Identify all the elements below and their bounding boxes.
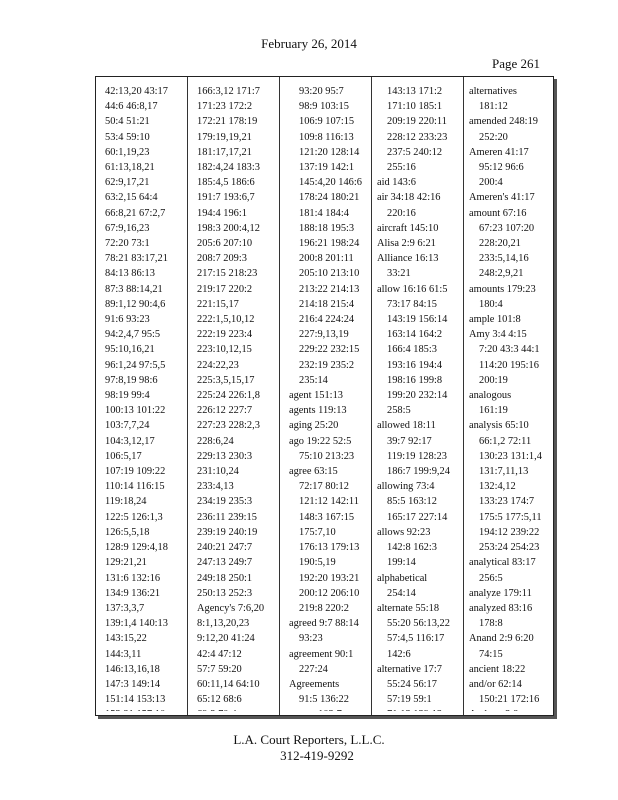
page-number: Page 261 bbox=[491, 56, 540, 71]
index-entry-line: 146:13,16,18 bbox=[105, 663, 160, 675]
index-entry-line: 97:8,19 98:6 bbox=[105, 374, 158, 386]
column-divider bbox=[371, 77, 372, 715]
index-entry-line: 65:12 68:6 bbox=[197, 694, 242, 706]
index-entry-line: 256:5 bbox=[479, 572, 503, 584]
index-entry-line: 227:24 bbox=[299, 663, 328, 675]
index-entry-line: 181:12 bbox=[479, 101, 508, 113]
index-entry-line: 7:20 43:3 44:1 bbox=[479, 344, 540, 356]
index-entry-line: aircraft 145:10 bbox=[377, 222, 439, 234]
index-entry-line: 216:4 224:24 bbox=[299, 314, 355, 326]
index-entry-line: agents 119:13 bbox=[289, 405, 347, 417]
index-entry-line: 192:20 193:21 bbox=[299, 572, 360, 584]
index-entry-line: Agency's 7:6,20 bbox=[197, 602, 265, 614]
index-entry-line: 119:19 128:23 bbox=[387, 450, 447, 462]
index-entry-line: 220:16 bbox=[387, 207, 416, 219]
index-entry-line: 209:19 220:11 bbox=[387, 116, 447, 128]
index-entry-line: 62:9,17,21 bbox=[105, 177, 150, 189]
index-entry-line: 60:1,19,23 bbox=[105, 146, 150, 158]
column-divider bbox=[279, 77, 280, 715]
index-entry-line: 225:3,5,15,17 bbox=[197, 374, 255, 386]
index-entry-line: 161:19 bbox=[479, 405, 508, 417]
index-entry-line: 67:9,16,23 bbox=[105, 222, 150, 234]
index-entry-line: 103:7,7,24 bbox=[105, 420, 150, 432]
index-entry-line: 148:3 167:15 bbox=[299, 511, 355, 523]
index-entry-line: Alisa 2:9 6:21 bbox=[377, 238, 436, 250]
index-entry-line: 122:5 126:1,3 bbox=[105, 511, 163, 523]
index-entry-line: 240:21 247:7 bbox=[197, 542, 253, 554]
index-entry-line: 235:14 bbox=[299, 374, 328, 386]
index-entry-line: 228:20,21 bbox=[479, 238, 521, 250]
index-entry-line: 228:6,24 bbox=[197, 435, 234, 447]
index-entry-line: 208:7 209:3 bbox=[197, 253, 247, 265]
index-entry-line: allowing 73:4 bbox=[377, 481, 435, 493]
index-entry-line: 61:13,18,21 bbox=[105, 162, 155, 174]
index-entry-line: agree 63:15 bbox=[289, 466, 338, 478]
index-entry-line: ample 101:8 bbox=[469, 314, 521, 326]
index-entry-line: 171:23 172:2 bbox=[197, 101, 253, 113]
index-entry-line: 8:1,13,20,23 bbox=[197, 618, 250, 630]
index-entry-line: 150:21 172:16 bbox=[479, 694, 540, 706]
index-entry-line: 190:5,19 bbox=[299, 557, 336, 569]
index-entry-line: 73:17 84:15 bbox=[387, 298, 437, 310]
index-entry-line: 233:4,13 bbox=[197, 481, 234, 493]
index-entry-line: 87:3 88:14,21 bbox=[105, 283, 163, 295]
index-entry-line: 130:23 131:1,4 bbox=[479, 450, 542, 462]
index-entry-line: 175:7,10 bbox=[299, 526, 336, 538]
index-entry-line: Agreements bbox=[289, 678, 340, 690]
index-column-5 bbox=[469, 84, 553, 711]
index-entry-line: 55:20 56:13,22 bbox=[387, 618, 450, 630]
index-entry-line: 198:3 200:4,12 bbox=[197, 222, 260, 234]
index-entry-line: 74:15 bbox=[479, 648, 503, 660]
index-entry-line: 165:17 227:14 bbox=[387, 511, 448, 523]
index-entry-line: 200:19 bbox=[479, 374, 508, 386]
index-entry-line: 78:21 83:17,21 bbox=[105, 253, 168, 265]
index-entry-line: 67:23 107:20 bbox=[479, 222, 535, 234]
index-entry-line: 191:7 193:6,7 bbox=[197, 192, 255, 204]
index-entry-line: 131:6 132:16 bbox=[105, 572, 161, 584]
index-entry-line: 200:4 bbox=[479, 177, 503, 189]
index-entry-line: 233:5,14,16 bbox=[479, 253, 529, 265]
index-entry-line: alternate 55:18 bbox=[377, 602, 440, 614]
index-entry-line: 143:19 156:14 bbox=[387, 314, 448, 326]
index-entry-line: 224:22,23 bbox=[197, 359, 239, 371]
index-entry-line: 198:16 199:8 bbox=[387, 374, 443, 386]
index-entry-line: 186:7 199:9,24 bbox=[387, 466, 450, 478]
index-entry-line: 225:24 226:1,8 bbox=[197, 390, 260, 402]
index-entry-line: amounts 179:23 bbox=[469, 283, 536, 295]
index-entry-line: 129:21,21 bbox=[105, 557, 147, 569]
index-entry-line: 185:4,5 186:6 bbox=[197, 177, 255, 189]
index-entry-line: Anand 2:9 6:20 bbox=[469, 633, 534, 645]
footer-phone: 312-419-9292 bbox=[280, 748, 354, 763]
index-entry-line: 121:12 142:11 bbox=[299, 496, 359, 508]
index-entry-line: amount 67:16 bbox=[469, 207, 527, 219]
index-entry-line: 33:21 bbox=[387, 268, 411, 280]
index-entry-line: 163:14 164:2 bbox=[387, 329, 443, 341]
index-entry-line: 253:24 254:23 bbox=[479, 542, 540, 554]
index-entry-line: analyze 179:11 bbox=[469, 587, 532, 599]
index-entry-line: 98:19 99:4 bbox=[105, 390, 150, 402]
index-entry-line: 75:10 213:23 bbox=[299, 450, 355, 462]
index-entry-line: aging 25:20 bbox=[289, 420, 339, 432]
index-entry-line: 194:12 239:22 bbox=[479, 526, 540, 538]
index-entry-line: 66:1,2 72:11 bbox=[479, 435, 532, 447]
index-entry-line: 182:4,24 183:3 bbox=[197, 162, 260, 174]
index-entry-line: 107:19 109:22 bbox=[105, 466, 166, 478]
index-entry-line: allowed 18:11 bbox=[377, 420, 436, 432]
index-entry-line: 222:19 223:4 bbox=[197, 329, 253, 341]
index-entry-line: 128:9 129:4,18 bbox=[105, 542, 168, 554]
index-entry-line: 221:15,17 bbox=[197, 298, 239, 310]
index-entry-line: ancient 18:22 bbox=[469, 663, 526, 675]
index-entry-line: 222:1,5,10,12 bbox=[197, 314, 255, 326]
index-entry-line bbox=[377, 707, 462, 711]
index-entry-line bbox=[469, 707, 553, 711]
index-entry-line: allows 92:23 bbox=[377, 526, 431, 538]
index-entry-line: 66:8,21 67:2,7 bbox=[105, 207, 166, 219]
index-column-1 bbox=[105, 84, 185, 711]
index-entry-line: 223:10,12,15 bbox=[197, 344, 252, 356]
index-entry-line: 133:23 174:7 bbox=[479, 496, 535, 508]
index-entry-line: air 34:18 42:16 bbox=[377, 192, 441, 204]
index-entry-line: 213:22 214:13 bbox=[299, 283, 360, 295]
index-entry-line: 119:18,24 bbox=[105, 496, 147, 508]
index-entry-line: 172:21 178:19 bbox=[197, 116, 258, 128]
index-entry-line: 57:7 59:20 bbox=[197, 663, 242, 675]
index-entry-line: 227:23 228:2,3 bbox=[197, 420, 260, 432]
index-entry-line: analogous bbox=[469, 390, 512, 402]
index-entry-line: analytical 83:17 bbox=[469, 557, 536, 569]
index-entry-line: 248:2,9,21 bbox=[479, 268, 524, 280]
index-entry-line: 139:1,4 140:13 bbox=[105, 618, 168, 630]
index-entry-line: 44:6 46:8,17 bbox=[105, 101, 158, 113]
index-entry-line: aid 143:6 bbox=[377, 177, 416, 189]
index-entry-line: 178:24 180:21 bbox=[299, 192, 360, 204]
index-entry-line: 42:13,20 43:17 bbox=[105, 86, 168, 97]
index-entry-line: 114:20 195:16 bbox=[479, 359, 539, 371]
index-entry-line: 226:12 227:7 bbox=[197, 405, 253, 417]
index-entry-line: analysis 65:10 bbox=[469, 420, 529, 432]
index-entry-line: 84:13 86:13 bbox=[105, 268, 155, 280]
index-entry-line: 194:4 196:1 bbox=[197, 207, 247, 219]
index-entry-line: 239:19 240:19 bbox=[197, 526, 258, 538]
index-table bbox=[95, 76, 554, 716]
index-entry-line: agreed 9:7 88:14 bbox=[289, 618, 359, 630]
index-entry-line: 171:10 185:1 bbox=[387, 101, 443, 113]
index-entry-line: alternatives bbox=[469, 86, 517, 97]
index-entry-line bbox=[289, 707, 369, 711]
index-entry-line: 109:8 116:13 bbox=[299, 131, 354, 143]
index-entry-line: 176:13 179:13 bbox=[299, 542, 360, 554]
index-entry-line: 166:4 185:3 bbox=[387, 344, 437, 356]
index-entry-line: 93:20 95:7 bbox=[299, 86, 344, 97]
index-entry-line: 196:21 198:24 bbox=[299, 238, 360, 250]
index-entry-line: 91:6 93:23 bbox=[105, 314, 150, 326]
index-entry-line: 180:4 bbox=[479, 298, 503, 310]
index-entry-line: Ameren 41:17 bbox=[469, 146, 529, 158]
index-entry-line: 126:5,5,18 bbox=[105, 526, 150, 538]
index-entry-line: 132:4,12 bbox=[479, 481, 516, 493]
index-entry-line: 205:10 213:10 bbox=[299, 268, 360, 280]
index-entry-line: 72:20 73:1 bbox=[105, 238, 150, 250]
index-entry-line: 166:3,12 171:7 bbox=[197, 86, 260, 97]
index-entry-line: 93:23 bbox=[299, 633, 323, 645]
index-entry-line: 142:6 bbox=[387, 648, 411, 660]
index-entry-line: 231:10,24 bbox=[197, 466, 239, 478]
index-entry-line bbox=[105, 707, 185, 711]
index-entry-line: 63:2,15 64:4 bbox=[105, 192, 158, 204]
index-entry-line: 95:10,16,21 bbox=[105, 344, 155, 356]
index-entry-line: 100:13 101:22 bbox=[105, 405, 166, 417]
transcript-date: February 26, 2014 bbox=[261, 36, 357, 51]
index-entry-line: 9:12,20 41:24 bbox=[197, 633, 255, 645]
index-entry-line: 229:22 232:15 bbox=[299, 344, 360, 356]
index-entry-line: 199:14 bbox=[387, 557, 416, 569]
index-column-4 bbox=[377, 84, 462, 711]
index-entry-line: 85:5 163:12 bbox=[387, 496, 437, 508]
index-entry-line: 57:4,5 116:17 bbox=[387, 633, 445, 645]
index-entry-line: Ameren's 41:17 bbox=[469, 192, 535, 204]
index-entry-line: 72:17 80:12 bbox=[299, 481, 349, 493]
index-entry-line: 234:19 235:3 bbox=[197, 496, 253, 508]
index-entry-line: 258:5 bbox=[387, 405, 411, 417]
index-entry-line: 151:14 153:13 bbox=[105, 694, 166, 706]
footer-company: L.A. Court Reporters, L.L.C. bbox=[233, 732, 385, 747]
index-entry-line: amended 248:19 bbox=[469, 116, 538, 128]
index-entry-line: 110:14 116:15 bbox=[105, 481, 165, 493]
index-entry-line: 57:19 59:1 bbox=[387, 694, 432, 706]
index-column-3 bbox=[289, 84, 369, 711]
index-entry-line: 229:13 230:3 bbox=[197, 450, 253, 462]
index-column-2 bbox=[197, 84, 277, 711]
index-entry-line: alphabetical bbox=[377, 572, 428, 584]
index-entry-line: 228:12 233:23 bbox=[387, 131, 448, 143]
index-entry-line: 249:18 250:1 bbox=[197, 572, 253, 584]
index-entry-line: 134:9 136:21 bbox=[105, 587, 161, 599]
index-entry-line: and/or 62:14 bbox=[469, 678, 522, 690]
index-entry-line: 227:9,13,19 bbox=[299, 329, 349, 341]
index-entry-line: 91:5 136:22 bbox=[299, 694, 349, 706]
index-entry-line: 219:17 220:2 bbox=[197, 283, 253, 295]
index-entry-line: agreement 90:1 bbox=[289, 648, 354, 660]
index-entry-line: 137:3,3,7 bbox=[105, 602, 145, 614]
index-entry-line: 232:19 235:2 bbox=[299, 359, 355, 371]
column-divider bbox=[463, 77, 464, 715]
index-entry-line: 188:18 195:3 bbox=[299, 222, 355, 234]
index-entry-line: 131:7,11,13 bbox=[479, 466, 529, 478]
index-entry-line: 179:19,19,21 bbox=[197, 131, 252, 143]
index-entry-line: 137:19 142:1 bbox=[299, 162, 355, 174]
index-entry-line bbox=[197, 707, 277, 711]
index-entry-line: agent 151:13 bbox=[289, 390, 343, 402]
index-entry-line: 144:3,11 bbox=[105, 648, 142, 660]
index-entry-line: 142:8 162:3 bbox=[387, 542, 437, 554]
index-entry-line: 145:4,20 146:6 bbox=[299, 177, 362, 189]
index-entry-line: 193:16 194:4 bbox=[387, 359, 443, 371]
index-entry-line: 50:4 51:21 bbox=[105, 116, 150, 128]
index-entry-line: 95:12 96:6 bbox=[479, 162, 524, 174]
index-entry-line: ago 19:22 52:5 bbox=[289, 435, 352, 447]
index-entry-line: 175:5 177:5,11 bbox=[479, 511, 542, 523]
index-entry-line: 53:4 59:10 bbox=[105, 131, 150, 143]
index-entry-line: 254:14 bbox=[387, 587, 416, 599]
index-entry-line: 42:4 47:12 bbox=[197, 648, 242, 660]
index-entry-line: 214:18 215:4 bbox=[299, 298, 355, 310]
index-entry-line: 96:1,24 97:5,5 bbox=[105, 359, 166, 371]
index-entry-line: 147:3 149:14 bbox=[105, 678, 161, 690]
index-entry-line: 217:15 218:23 bbox=[197, 268, 258, 280]
column-divider bbox=[187, 77, 188, 715]
index-entry-line: Amy 3:4 4:15 bbox=[469, 329, 527, 341]
index-entry-line: Alliance 16:13 bbox=[377, 253, 439, 265]
index-entry-line: 252:20 bbox=[479, 131, 508, 143]
index-entry-line: 39:7 92:17 bbox=[387, 435, 432, 447]
index-entry-line: alternative 17:7 bbox=[377, 663, 442, 675]
index-entry-line: 247:13 249:7 bbox=[197, 557, 253, 569]
index-entry-line: 94:2,4,7 95:5 bbox=[105, 329, 161, 341]
index-entry-line: 104:3,12,17 bbox=[105, 435, 155, 447]
index-entry-line: 219:8 220:2 bbox=[299, 602, 349, 614]
index-entry-line: 55:24 56:17 bbox=[387, 678, 437, 690]
index-entry-line: 143:13 171:2 bbox=[387, 86, 443, 97]
index-entry-line: 181:17,17,21 bbox=[197, 146, 252, 158]
index-entry-line: 250:13 252:3 bbox=[197, 587, 253, 599]
index-entry-line: 255:16 bbox=[387, 162, 416, 174]
index-entry-line: 178:8 bbox=[479, 618, 503, 630]
index-entry-line: 200:12 206:10 bbox=[299, 587, 360, 599]
index-entry-line: 236:11 239:15 bbox=[197, 511, 257, 523]
index-entry-line: analyzed 83:16 bbox=[469, 602, 533, 614]
index-entry-line: 60:11,14 64:10 bbox=[197, 678, 260, 690]
index-entry-line: 205:6 207:10 bbox=[197, 238, 253, 250]
index-entry-line: 181:4 184:4 bbox=[299, 207, 349, 219]
index-entry-line: 237:5 240:12 bbox=[387, 146, 443, 158]
index-entry-line: 98:9 103:15 bbox=[299, 101, 349, 113]
index-entry-line: 106:9 107:15 bbox=[299, 116, 355, 128]
index-entry-line: 121:20 128:14 bbox=[299, 146, 360, 158]
index-entry-line: 89:1,12 90:4,6 bbox=[105, 298, 166, 310]
index-entry-line: allow 16:16 61:5 bbox=[377, 283, 448, 295]
index-entry-line: 200:8 201:11 bbox=[299, 253, 354, 265]
index-entry-line: 106:5,17 bbox=[105, 450, 142, 462]
index-entry-line: 143:15,22 bbox=[105, 633, 147, 645]
index-entry-line: 199:20 232:14 bbox=[387, 390, 448, 402]
